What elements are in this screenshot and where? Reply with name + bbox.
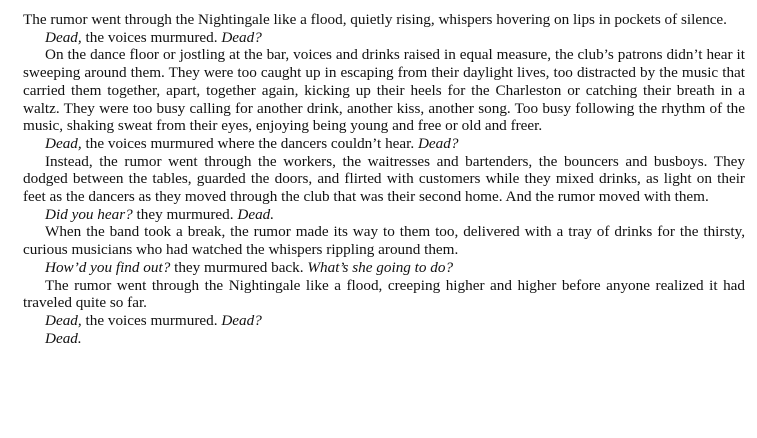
italic-text: Dead? — [417, 134, 459, 152]
paragraph — [23, 277, 745, 312]
italic-text: Dead, — [45, 311, 82, 329]
text: the voices murmured. — [81, 28, 222, 46]
italic-text: Dead. — [237, 205, 275, 223]
paragraph — [23, 46, 745, 135]
paragraph — [23, 259, 745, 277]
text: On the dance floor or jostling at the bar, voices and drinks raised in equal measure, the club’s patrons didn’t hear it sweeping around them. They were too caught up in escaping from their daylight lives, too distracted by the music that carried them together, apart, together again, kicking up their heels for the Charleston or catching their breath in a waltz. They were too busy calling for another drink, another kiss, another song. Too busy following the rhythm of the music, shaking sweat from their eyes, enjoying being young and free or old and freer. — [23, 46, 745, 135]
text: Instead, the rumor went through the workers, the waitresses and bartenders, the bouncers and busboys. They dodged between the tables, guarded the doors, and flirted with customers while they mixed drinks, as light on their feet as the dancers as they moved through the club that was their second home. And the rumor moved with them. — [23, 152, 745, 206]
paragraph — [23, 312, 745, 330]
italic-text: Did you hear? — [45, 205, 133, 223]
italic-text: Dead, — [45, 134, 82, 152]
paragraph — [23, 206, 745, 224]
text: When the band took a break, the rumor made its way to them too, delivered with a tray of drinks for the thirsty, curious musicians who had watched the whispers rippling around them. — [23, 223, 745, 259]
text: The rumor went through the Nightingale like a flood, creeping higher and higher before anyone realized it had traveled quite so far. — [23, 276, 745, 312]
italic-text: What’s she going to do? — [307, 258, 454, 276]
paragraph — [23, 223, 745, 258]
document-body — [23, 11, 745, 347]
italic-text: How’d you find out? — [45, 258, 171, 276]
text: they murmured. — [132, 205, 238, 223]
paragraph — [23, 11, 745, 29]
paragraph — [23, 153, 745, 206]
paragraph — [23, 29, 745, 47]
paragraph — [23, 330, 745, 348]
italic-text: Dead, — [45, 28, 82, 46]
italic-text: Dead. — [45, 329, 82, 347]
paragraph — [23, 135, 745, 153]
italic-text: Dead? — [221, 311, 262, 329]
text: the voices murmured. — [81, 311, 222, 329]
text: they murmured back. — [170, 258, 308, 276]
italic-text: Dead? — [221, 28, 262, 46]
text: the voices murmured where the dancers couldn’t hear. — [81, 134, 418, 152]
text: The rumor went through the Nightingale like a flood, quietly rising, whispers hovering on lips in pockets of silence. — [23, 11, 727, 28]
